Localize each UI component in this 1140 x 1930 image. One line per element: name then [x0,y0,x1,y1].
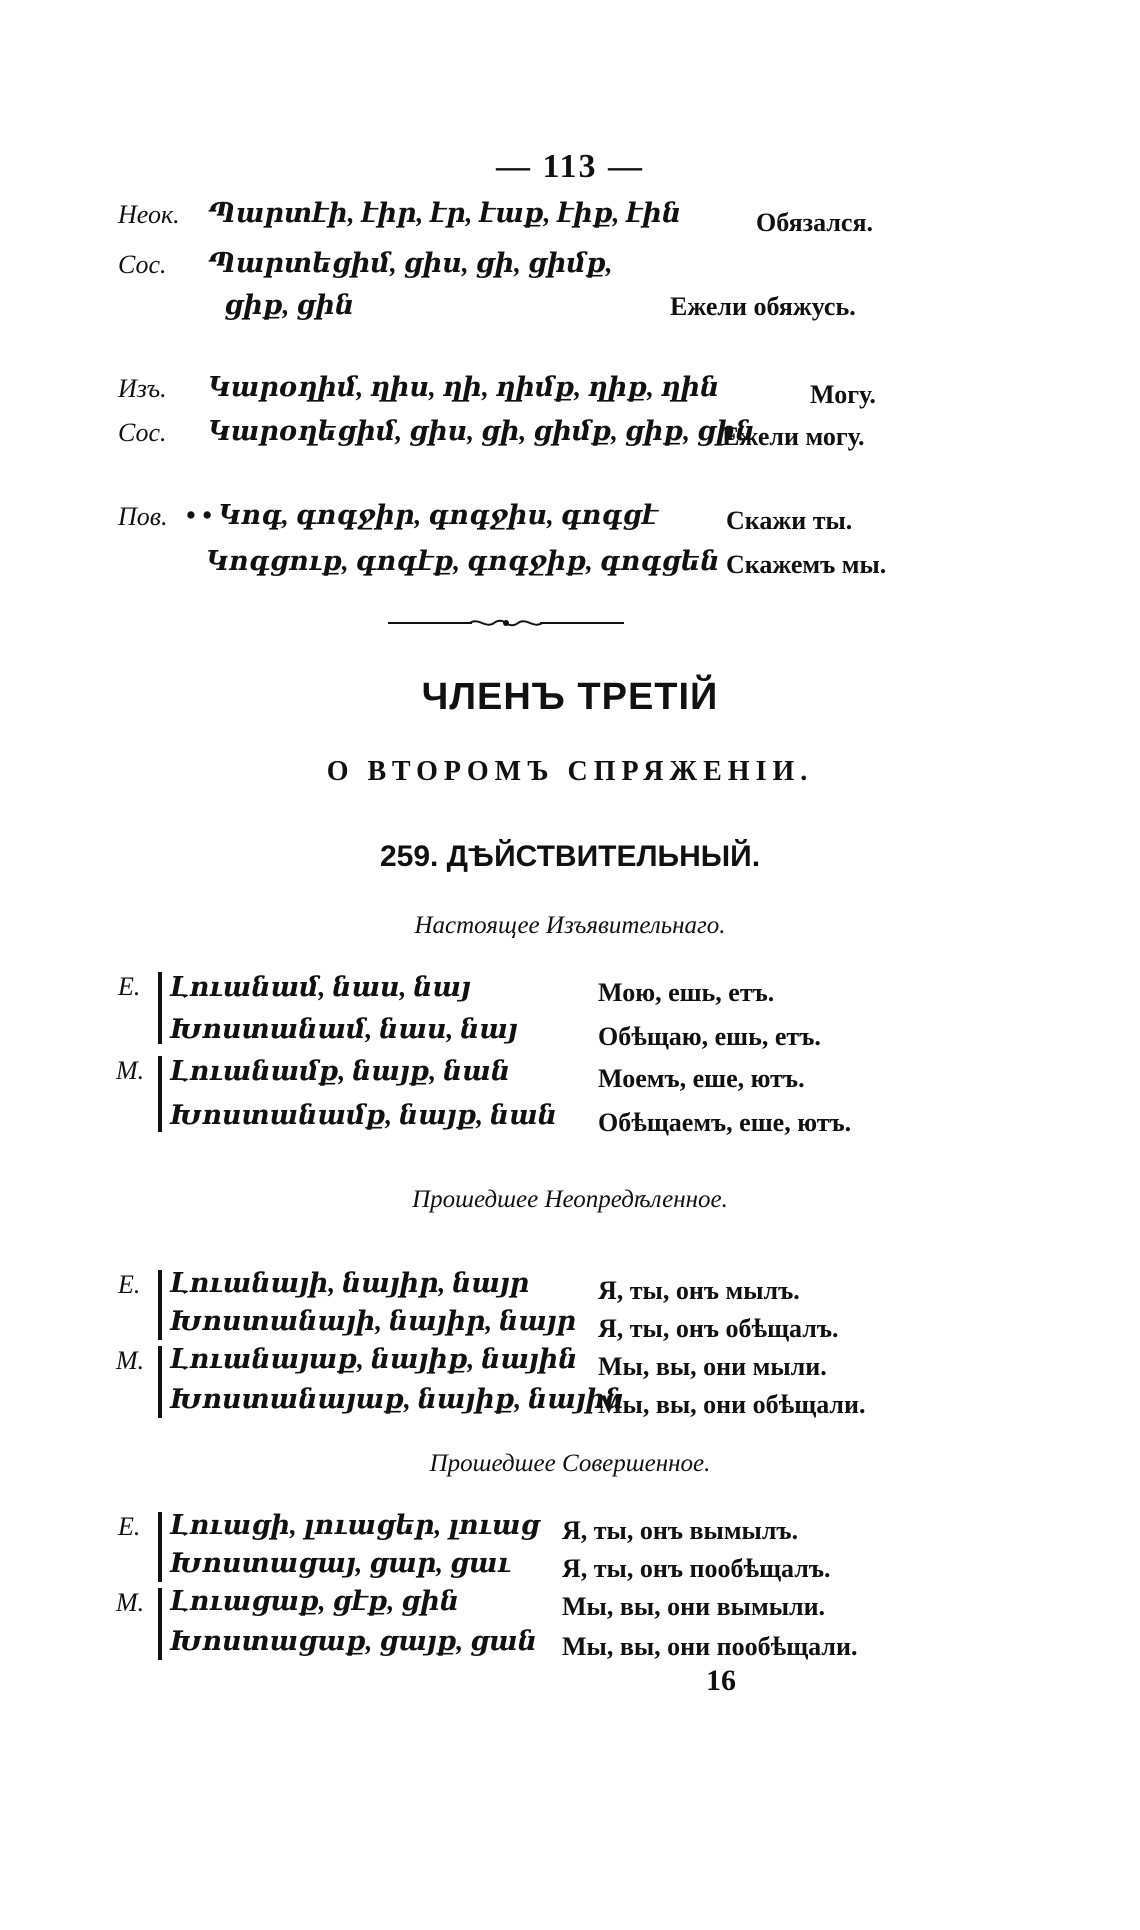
bracket [158,1270,162,1340]
present-russian-1: Мою, ешь, етъ. [598,978,775,1007]
ornament-flourish-icon [468,616,544,630]
past-indefinite-russian-2: Я, ты, онъ обѣщалъ. [598,1314,839,1343]
past-indefinite-russian-1: Я, ты, онъ мылъ. [598,1276,800,1305]
past-perfect-russian-4: Мы, вы, они пообѣщали. [562,1632,858,1661]
signature-mark: 16 [706,1664,736,1697]
ornamental-divider [388,616,624,630]
label-soc-2: Сос. [118,418,167,447]
soc-russian-1: Ежели обяжусь. [670,292,856,321]
present-label-m: М. [116,1056,145,1085]
past-indefinite-russian-4: Мы, вы, они обѣщали. [598,1390,866,1419]
present-armenian-2: Խոստանամ, նաս, նայ [170,1014,518,1044]
past-indefinite-label-e: Е. [118,1270,141,1299]
label-pov: Пов. [118,502,168,531]
bracket [158,1512,162,1582]
past-indefinite-armenian-4: Խոստանայաք, նայիք, նային [170,1384,625,1414]
section-heading: О ВТОРОМЪ СПРЯЖЕНІИ. [326,756,814,787]
page-number: — 113 — [495,148,645,185]
neok-armenian: Պարտէի, էիր, էր, էաք, էիք, էին [208,198,682,228]
pov-russian-1: Скажи ты. [726,506,853,535]
paragraph-heading: 259. ДѢЙСТВИТЕЛЬНЫЙ. [379,840,761,873]
past-indefinite-label-m: М. [116,1346,145,1375]
past-perfect-armenian-3: Լուացաք, ցէք, ցին [170,1586,460,1616]
present-russian-2: Обѣщаю, ешь, етъ. [598,1022,821,1051]
label-soc-1: Сос. [118,250,167,279]
bracket [158,972,162,1044]
present-label-e: Е. [118,972,141,1001]
past-perfect-armenian-4: Խոստացաք, ցայք, ցան [170,1626,538,1656]
past-indefinite-title: Прошедшее Неопредѣленное. [412,1186,728,1213]
iz-russian: Могу. [810,380,876,409]
past-perfect-armenian-1: Լուացի, լուացեր, լուաց [170,1510,540,1540]
label-iz: Изъ. [118,374,167,403]
soc-armenian-2: ցիք, ցին [224,290,355,320]
present-armenian-3: Լուանամք, նայք, նան [170,1056,511,1086]
past-indefinite-russian-3: Мы, вы, они мыли. [598,1352,827,1381]
chapter-heading: ЧЛЕНЪ ТРЕТІЙ [421,676,719,718]
past-perfect-russian-1: Я, ты, онъ вымылъ. [562,1516,799,1545]
soc-armenian-1: Պարտեցիմ, ցիս, ցի, ցիմք, [208,248,613,278]
label-neok: Неок. [118,200,180,229]
past-perfect-armenian-2: Խոստացայ, ցար, ցաւ [170,1548,511,1578]
pov-russian-2: Скажемъ мы. [726,550,887,579]
iz-armenian: Կարօղիմ, ղիս, ղի, ղիմք, ղիք, ղին [208,372,720,402]
soc-armenian-3: Կարօղեցիմ, ցիս, ցի, ցիմք, ցիք, ցին [208,416,755,446]
past-perfect-title: Прошедшее Совершенное. [429,1450,711,1477]
present-russian-4: Обѣщаемъ, еше, ютъ. [598,1108,852,1137]
bracket [158,1056,162,1132]
past-perfect-label-e: Е. [118,1512,141,1541]
past-perfect-russian-2: Я, ты, онъ пообѣщалъ. [562,1554,831,1583]
pov-armenian-1: • • Կոգ, գոգջիր, գոգջիս, գոգցէ [186,500,658,530]
past-indefinite-armenian-1: Լուանայի, նայիր, նայր [170,1268,530,1298]
bracket [158,1588,162,1660]
soc-russian-2: Ежели могу. [722,422,865,451]
neok-russian: Обязался. [756,208,874,237]
present-russian-3: Моемъ, еше, ютъ. [598,1064,805,1093]
past-indefinite-armenian-3: Լուանայաք, նայիք, նային [170,1344,578,1374]
present-armenian-1: Լուանամ, նաս, նայ [170,972,471,1002]
past-perfect-russian-3: Мы, вы, они вымыли. [562,1592,826,1621]
present-armenian-4: Խոստանամք, նայք, նան [170,1100,558,1130]
past-perfect-label-m: М. [116,1588,145,1617]
bracket [158,1346,162,1418]
pov-armenian-2: Կոգցուք, գոգէք, գոգջիք, գոգցեն [206,546,720,576]
present-title: Настоящее Изъявительнаго. [414,912,726,939]
past-indefinite-armenian-2: Խոստանայի, նայիր, նայր [170,1306,577,1336]
